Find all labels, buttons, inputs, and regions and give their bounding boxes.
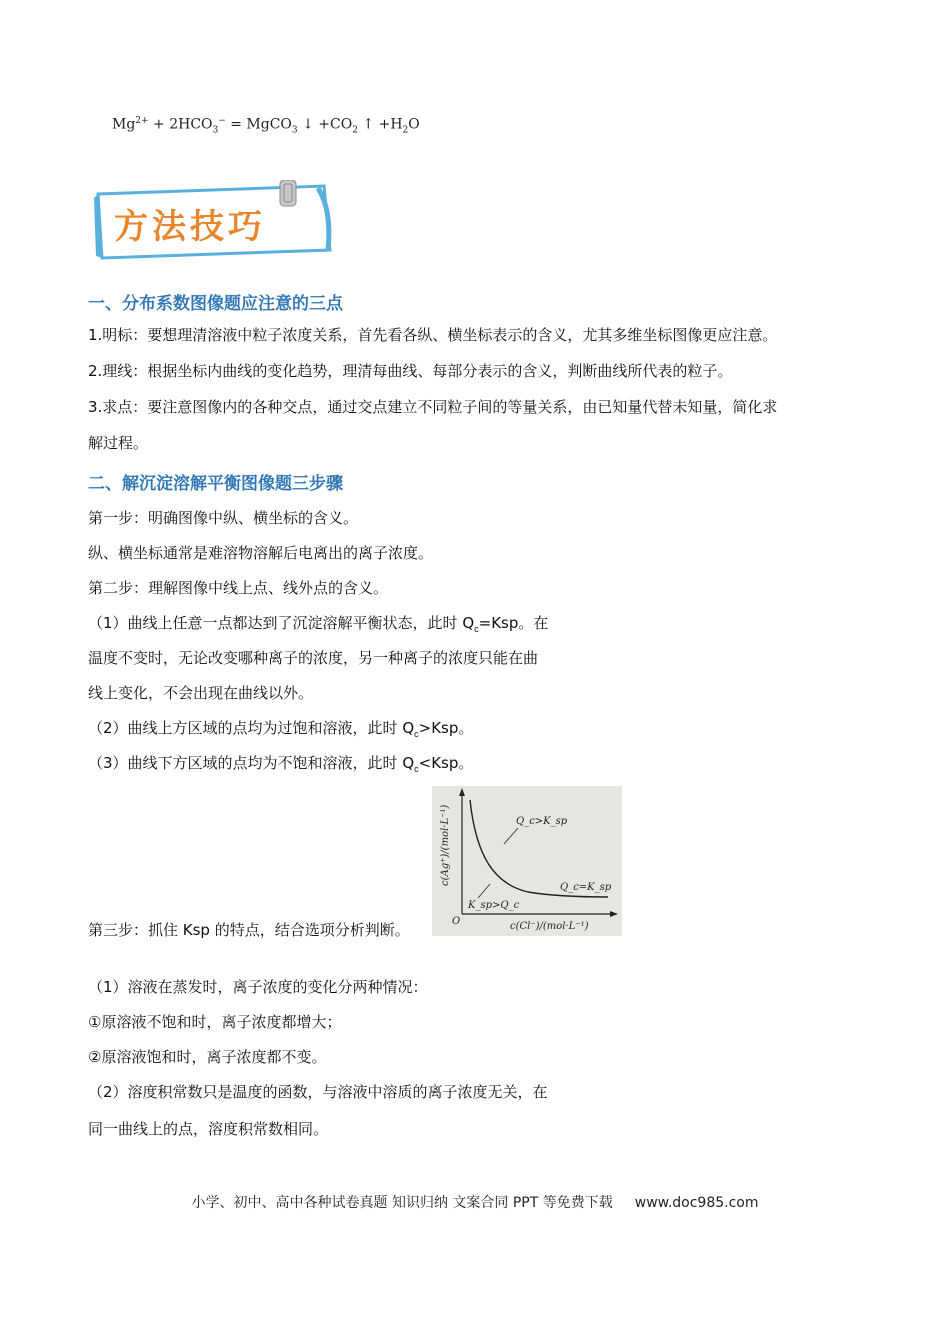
on-curve-label: Q_c=K_sp	[560, 882, 612, 893]
note2: （2）溶度积常数只是温度的函数，与溶液中溶质的离子浓度无关，在	[88, 1083, 548, 1101]
step2-item3: （3）曲线下方区域的点均为不饱和溶液，此时 $Q_c<Ksp$。	[88, 754, 474, 774]
note1: （1）溶液在蒸发时，离子浓度的变化分两种情况：	[88, 978, 428, 996]
solubility-curve-svg	[432, 786, 622, 936]
section1-paragraph: 3.求点：要注意图像内的各种交点，通过交点建立不同粒子间的等量关系，由已知量代替未知量，简化求	[88, 398, 778, 416]
section1-paragraph: 2.理线：根据坐标内曲线的变化趋势，理清每曲线、每部分表示的含义，判断曲线所代表的粒子。	[88, 362, 733, 380]
chemical-equation: $Mg^{2+} + 2HCO_3^-$ = MgCO$_3$ ↓ $+CO_2$ ↑ $+H_2O$	[112, 116, 420, 136]
step2-item1: （1）曲线上任意一点都达到了沉淀溶解平衡状态，此时 $Q_c=Ksp$。在	[88, 614, 549, 634]
section1-paragraph: 解过程。	[88, 434, 149, 452]
footer-text: 小学、初中、高中各种试卷真题 知识归纳 文案合同 PPT 等免费下载	[191, 1195, 613, 1211]
banner-title: 方法技巧	[114, 207, 266, 247]
page-footer	[0, 1192, 950, 1212]
note1a: ①原溶液不饱和时，离子浓度都增大；	[88, 1013, 342, 1031]
note2-cont: 同一曲线上的点，溶度积常数相同。	[88, 1120, 329, 1138]
method-tips-banner	[92, 180, 337, 262]
section1-heading: 一、分布系数图像题应注意的三点	[88, 294, 343, 314]
below-region-label: K_sp>Q_c	[468, 900, 520, 911]
step3: 第三步：抓住 Ksp 的特点，结合选项分析判断。	[88, 921, 410, 939]
footer-site-link[interactable]: www.doc985.com	[634, 1195, 759, 1211]
section2-heading: 二、解沉淀溶解平衡图像题三步骤	[88, 474, 343, 494]
y-axis-label: c(Ag⁺)/(mol·L⁻¹)	[440, 804, 451, 886]
solubility-curve-figure	[432, 786, 622, 936]
x-axis-label: c(Cl⁻)/(mol·L⁻¹)	[510, 921, 589, 932]
step1-detail: 纵、横坐标通常是难溶物溶解后电离出的离子浓度。	[88, 544, 434, 562]
above-region-label: Q_c>K_sp	[516, 816, 568, 827]
step2-item1-cont: 线上变化，不会出现在曲线以外。	[88, 684, 314, 702]
note1b: ②原溶液饱和时，离子浓度都不变。	[88, 1048, 327, 1066]
section1-paragraph: 1.明标：要想理清溶液中粒子浓度关系，首先看各纵、横坐标表示的含义，尤其多维坐标图像更应注意。	[88, 326, 778, 344]
step2: 第二步：理解图像中线上点、线外点的含义。	[88, 579, 389, 597]
origin-label: O	[452, 916, 461, 927]
step1: 第一步：明确图像中纵、横坐标的含义。	[88, 509, 359, 527]
step2-item1-cont: 温度不变时，无论改变哪种离子的浓度，另一种离子的浓度只能在曲	[88, 649, 539, 667]
step2-item2: （2）曲线上方区域的点均为过饱和溶液，此时 $Q_c>Ksp$。	[88, 719, 474, 739]
